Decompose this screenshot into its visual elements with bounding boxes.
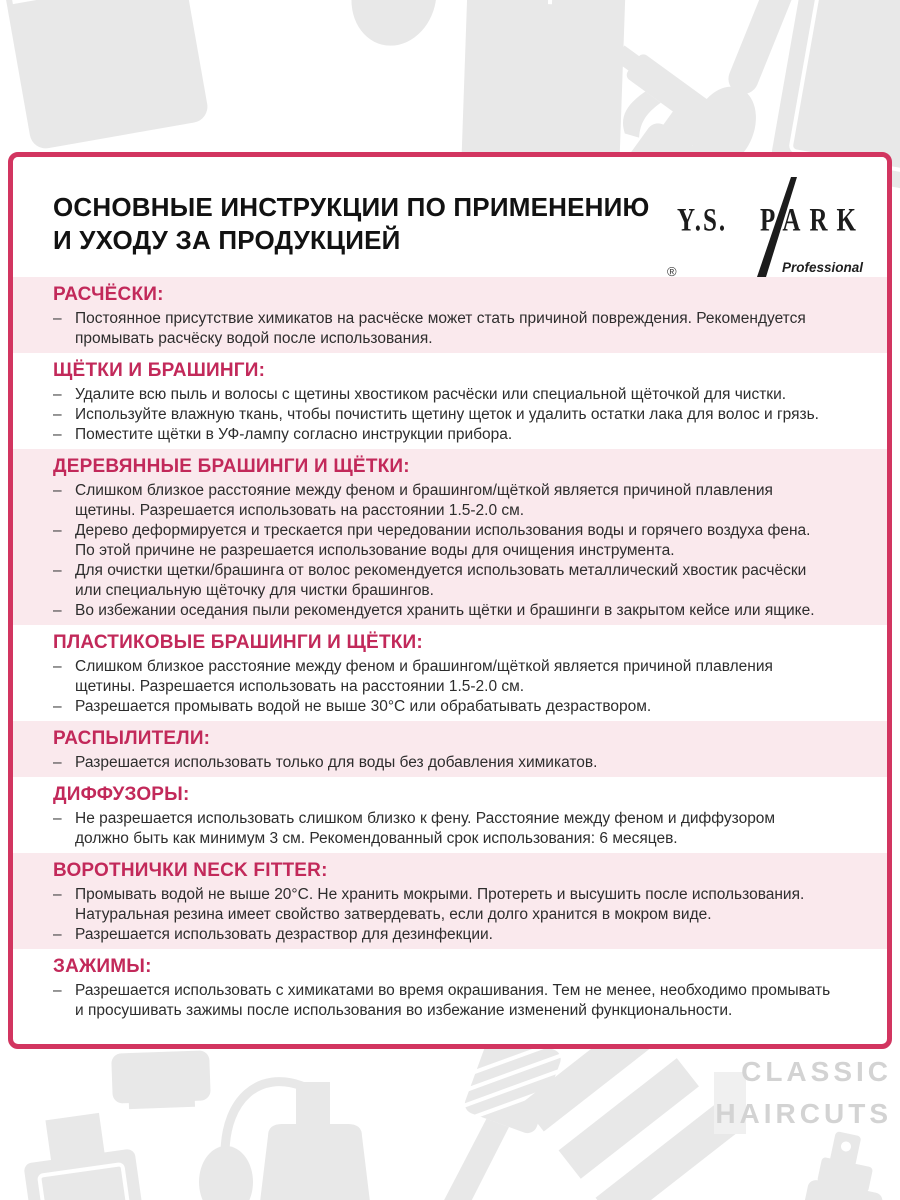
section-4 [13,625,887,721]
atomizer-bottle-icon [199,1082,370,1200]
list-item-text: Слишком близкое расстояние между феном и брашингом/щёткой является причиной плавления щетины. Разрешается использовать на расстоянии 1.5-2.0 см. [75,658,773,695]
dash-marker: – [53,482,62,499]
list-item [53,753,831,773]
section-8 [13,949,887,1044]
instruction-card [8,152,892,1049]
dash-marker: – [53,602,62,619]
dash-marker: – [53,658,62,675]
logo-park-text: PARK [760,203,865,239]
cologne-bottle-icon [18,1109,144,1200]
list-item-text: Разрешается использовать только для воды без добавления химикатов. [75,754,598,771]
section-heading: ПЛАСТИКОВЫЕ БРАШИНГИ И ЩЁТКИ: [53,632,423,653]
title-line2: И УХОДУ ЗА ПРОДУКЦИЕЙ [53,225,401,255]
page-title [53,191,693,257]
dash-marker: – [53,562,62,579]
list-item-text: Для очистки щетки/брашинга от волос рекомендуется использовать металлический хвостик расчёски или специальную щёточку для чистки брашингов. [75,562,807,599]
section-7 [13,853,887,949]
section-heading: РАСПЫЛИТЕЛИ: [53,728,211,749]
list-item-text: Разрешается промывать водой не выше 30°C или обрабатывать дезраствором. [75,698,652,715]
list-item-text: Поместите щётки в УФ-лампу согласно инструкции прибора. [75,426,513,443]
spray-bottle-icon [799,1128,895,1200]
section-5 [13,721,887,777]
section-heading: ЩЁТКИ И БРАШИНГИ: [53,360,266,381]
section-3 [13,449,887,625]
round-brush-icon [341,0,447,55]
dash-marker: – [53,386,62,403]
dash-marker: – [53,426,62,443]
title-line1: ОСНОВНЫЕ ИНСТРУКЦИИ ПО ПРИМЕНЕНИЮ [53,192,650,222]
list-item-text: Дерево деформируется и трескается при чередовании использования воды и горячего воздуха фена. По этой причине не разрешается использование воды для очищения инструмента. [75,522,811,559]
dash-marker: – [53,754,62,771]
dash-marker: – [53,406,62,423]
list-item [53,885,831,925]
list-item-text: Удалите всю пыль и волосы с щетины хвостиком расчёски или специальной щёточкой для чистки. [75,386,787,403]
section-heading: ВОРОТНИЧКИ NECK FITTER: [53,860,328,881]
list-item [53,561,831,601]
dash-marker: – [53,886,62,903]
section-1 [13,277,887,353]
list-item [53,425,831,445]
section-heading: ДИФФУЗОРЫ: [53,784,190,805]
dash-marker: – [53,810,62,827]
list-item [53,697,831,717]
dash-marker: – [53,926,62,943]
ys-park-logo [667,183,865,279]
section-heading: ДЕРЕВЯННЫЕ БРАШИНГИ И ЩЁТКИ: [53,456,410,477]
list-item-text: Слишком близкое расстояние между феном и брашингом/щёткой является причиной плавления щетины. Разрешается использовать на расстоянии 1.5-2.0 см. [75,482,773,519]
section-2 [13,353,887,449]
list-item [53,309,831,349]
watermark-line1: CLASSIC [741,1056,892,1087]
dash-marker: – [53,982,62,999]
dash-marker: – [53,310,62,327]
dash-marker: – [53,698,62,715]
list-item-text: Во избежании оседания пыли рекомендуется хранить щётки и брашинги в закрытом кейсе или ящике. [75,602,815,619]
clipper-blade-icon [111,1050,211,1109]
section-6 [13,777,887,853]
section-heading: ЗАЖИМЫ: [53,956,152,977]
list-item [53,521,831,561]
list-item [53,385,831,405]
list-item-text: Разрешается использовать с химикатами во время окрашивания. Тем не менее, необходимо промывать и просушивать зажимы после использования во избежание изменений функциональности. [75,982,831,1019]
watermark-line2: HAIRCUTS [715,1098,892,1129]
logo-professional-text: Professional [781,260,863,275]
list-item-text: Не разрешается использовать слишком близко к фену. Расстояние между феном и диффузором должно быть как минимум 3 см. Рекомендованный срок использования: 6 месяцев. [75,810,776,847]
apron-icon [0,0,210,151]
watermark-classic-haircuts [715,1051,892,1135]
list-item [53,925,831,945]
list-item [53,601,831,621]
list-item [53,809,831,849]
sections-container [13,277,887,1044]
list-item-text: Постоянное присутствие химикатов на расчёске может стать причиной повреждения. Рекомендуется промывать расчёску водой после использования. [75,310,806,347]
list-item-text: Используйте влажную ткань, чтобы почистить щетину щеток и удалить остатки лака для волос и грязь. [75,406,819,423]
list-item-text: Промывать водой не выше 20°C. Не хранить мокрыми. Протереть и высушить после использования. Натуральная резина имеет свойство затвердевать, если долго хранится в мокром виде. [75,886,805,923]
list-item [53,481,831,521]
list-item [53,981,831,1021]
registered-trademark-icon: ® [667,264,677,279]
dash-marker: – [53,522,62,539]
list-item [53,657,831,697]
list-item [53,405,831,425]
list-item-text: Разрешается использовать дезраствор для дезинфекции. [75,926,493,943]
section-heading: РАСЧЁСКИ: [53,284,164,305]
logo-ys-text: Y.S. [677,203,728,239]
card-header [13,157,887,277]
